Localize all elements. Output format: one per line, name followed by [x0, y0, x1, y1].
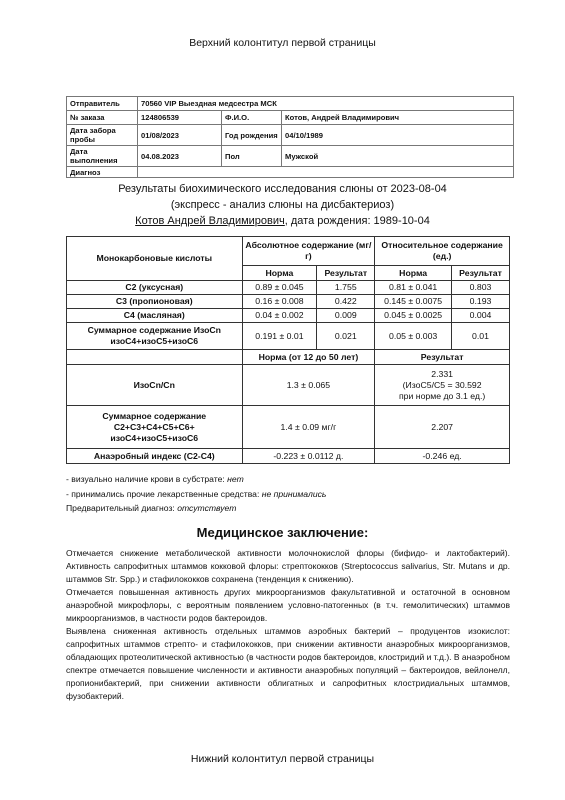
- birth-value: 04/10/1989: [282, 125, 514, 146]
- rel-norm: 0.045 ± 0.0025: [375, 309, 452, 323]
- sum-norm: 1.4 ± 0.09 мг/г: [242, 406, 375, 449]
- header-norm-abs: Норма: [242, 266, 317, 281]
- table-row: [67, 295, 510, 309]
- abs-norm: 0.89 ± 0.045: [242, 281, 317, 295]
- patient-name: Котов Андрей Владимирович: [135, 215, 285, 227]
- sum-label-line: изоС4+изоС5+изоС6: [110, 432, 199, 443]
- anaerobic-label: Анаэробный индекс (С2-С4): [67, 449, 243, 464]
- results-table: [66, 236, 510, 464]
- rel-result: 0.193: [452, 295, 510, 309]
- abs-result: 0.021: [317, 323, 375, 350]
- done-date-label: Дата выполнения: [67, 146, 138, 167]
- abs-result: 1.755: [317, 281, 375, 295]
- sample-date-value: 01/08/2023: [138, 125, 222, 146]
- page-header: Верхний колонтитул первой страницы: [189, 37, 376, 49]
- acid-name: С2 (уксусная): [67, 281, 243, 295]
- rel-result: 0.01: [452, 323, 510, 350]
- acid-name: С3 (пропионовая): [67, 295, 243, 309]
- ratio-result-line: 2.331: [431, 368, 453, 379]
- conclusion-title: Медицинское заключение:: [196, 525, 369, 540]
- header-result-abs: Результат: [317, 266, 375, 281]
- table-row: [67, 406, 510, 449]
- sum-result: 2.207: [375, 406, 510, 449]
- ratio-result: [375, 365, 510, 406]
- header-relative: Относительное содержание (ед.): [375, 237, 510, 266]
- acid-name: С4 (масляная): [67, 309, 243, 323]
- table-row: [67, 323, 510, 350]
- fio-label: Ф.И.О.: [222, 111, 282, 125]
- note-value: не принимались: [261, 488, 327, 499]
- header-acids: Монокарбоновые кислоты: [67, 237, 243, 281]
- header-norm-rel: Норма: [375, 266, 452, 281]
- patient-birth: , дата рождения: 1989-10-04: [284, 215, 430, 227]
- acid-name: Суммарное содержание ИзоСn изоС4+изоС5+изоС6: [67, 323, 243, 350]
- abs-norm: 0.191 ± 0.01: [242, 323, 317, 350]
- conclusion-paragraph: Выявлена сниженная активность отдельных штаммов аэробных бактерий – продуцентов изокислот: сапрофитных штаммов стрепто- и стафилококков, при снижении активности анаэробных микроорганизмов, обладающих протеолитической активностью (в частности родов бактероидов, клостридий и т.д.). В анаэробном спектре отмечается повышение численности и активности анаэробных популяций – бактероидов, вейлонелл, пропионибактерий, при снижении активности облигатных и сапрофитных клостридиальных штаммов, фузобактерий.: [66, 626, 510, 701]
- results-subtitle: (экспресс - анализ слюны на дисбактериоз): [170, 199, 395, 211]
- abs-result: 0.009: [317, 309, 375, 323]
- fio-value: Котов, Андрей Владимирович: [282, 111, 514, 125]
- note-blood: [66, 472, 326, 487]
- table-row: [67, 365, 510, 406]
- sum-label-line: С2+С3+С4+С5+С6+: [113, 421, 195, 432]
- sex-label: Пол: [222, 146, 282, 167]
- diagnosis-label: Диагноз: [67, 167, 138, 178]
- page-footer: Нижний колонтитул первой страницы: [190, 753, 375, 765]
- abs-result: 0.422: [317, 295, 375, 309]
- birth-year-label: Год рождения: [222, 125, 282, 146]
- rel-result: 0.004: [452, 309, 510, 323]
- conclusion-body: [66, 547, 510, 703]
- header-absolute: Абсолютное содержание (мг/г): [242, 237, 375, 266]
- sample-date-label: Дата забора пробы: [67, 125, 138, 146]
- ratio-result-line: (ИзоС5/С5 = 30.592: [402, 379, 482, 390]
- results-title: Результаты биохимического исследования слюны от 2023-08-04: [118, 183, 447, 195]
- rel-norm: 0.81 ± 0.041: [375, 281, 452, 295]
- note-label: Предварительный диагноз:: [66, 503, 178, 513]
- patient-info-table: [66, 96, 514, 178]
- note-value: нет: [227, 474, 244, 484]
- note-value: отсутствует: [177, 503, 237, 513]
- patient-line: [0, 213, 565, 229]
- notes: [66, 472, 326, 516]
- conclusion-paragraph: Отмечается снижение метаболической активности молочнокислой флоры (бифидо- и лактобактерий). Активность сапрофитных штаммов кокковой флоры: стрептококков (Streptococcus salivarius, Str. Mutans и др. штаммов Str. Spp.) и стафилококков сохранена (тенденция к снижению).: [66, 548, 510, 584]
- table-row: [67, 449, 510, 464]
- sender-label: Отправитель: [67, 97, 138, 111]
- header-norm-age: Норма (от 12 до 50 лет): [242, 350, 375, 365]
- sender-value: 70560 VIP Выездная медсестра МСК: [138, 97, 514, 111]
- sex-value: Мужской: [282, 146, 514, 167]
- anaerobic-norm: -0.223 ± 0.0112 д.: [242, 449, 375, 464]
- table-row: [67, 309, 510, 323]
- ratio-norm: 1.3 ± 0.065: [242, 365, 375, 406]
- rel-norm: 0.05 ± 0.003: [375, 323, 452, 350]
- empty-cell: [67, 350, 243, 365]
- note-diagnosis: [66, 501, 326, 516]
- order-label: № заказа: [67, 111, 138, 125]
- abs-norm: 0.04 ± 0.002: [242, 309, 317, 323]
- conclusion-paragraph: Отмечается повышенная активность других микроорганизмов факультативной и остаточной в основном анаэробной микрофлоры, с вероятным появлением условно-патогенных (в т.ч. гемолитических) штаммов микроорганизмов, в частности родов бактероидов.: [66, 587, 510, 623]
- rel-norm: 0.145 ± 0.0075: [375, 295, 452, 309]
- header-result-rel: Результат: [452, 266, 510, 281]
- done-date-value: 04.08.2023: [138, 146, 222, 167]
- sum-label: [67, 406, 243, 449]
- anaerobic-result: -0.246 ед.: [375, 449, 510, 464]
- note-drugs: [66, 487, 326, 502]
- note-label: - визуально наличие крови в субстрате:: [66, 474, 228, 484]
- sum-label-line: Суммарное содержание: [102, 410, 207, 421]
- header-result: Результат: [375, 350, 510, 365]
- order-value: 124806539: [138, 111, 222, 125]
- diagnosis-value: [138, 167, 514, 178]
- rel-result: 0.803: [452, 281, 510, 295]
- ratio-result-line: при норме до 3.1 ед.): [398, 390, 486, 401]
- abs-norm: 0.16 ± 0.008: [242, 295, 317, 309]
- note-label: - принимались прочие лекарственные средства:: [66, 488, 262, 499]
- table-row: [67, 281, 510, 295]
- ratio-label: ИзоСn/Cn: [67, 365, 243, 406]
